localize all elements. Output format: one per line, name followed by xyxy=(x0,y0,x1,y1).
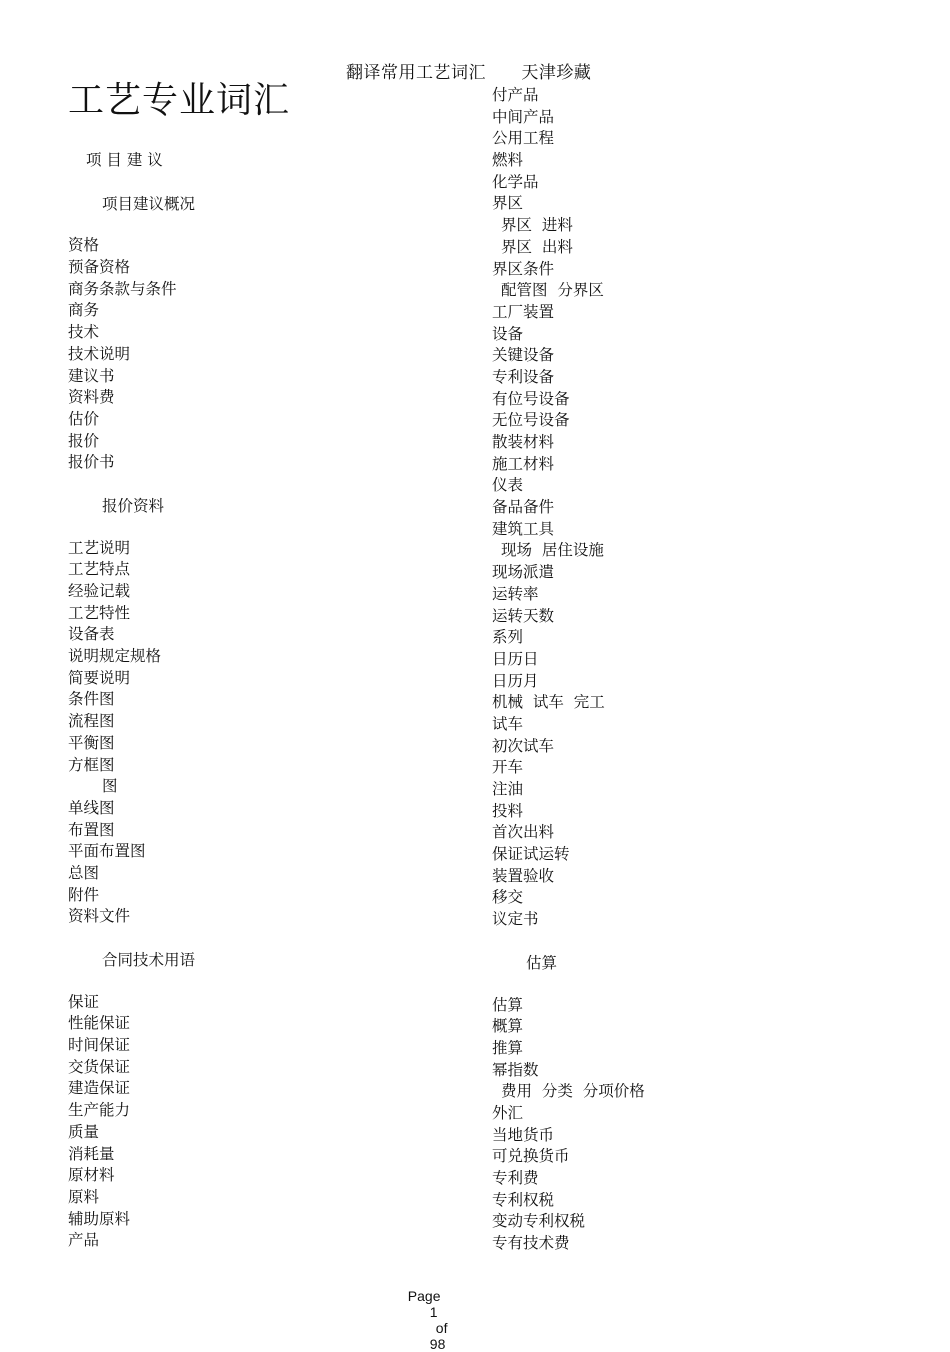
term-item: 现场 居住设施 xyxy=(501,541,604,560)
term-item: 工艺特性 xyxy=(68,603,131,622)
term-item: 仪表 xyxy=(492,476,524,495)
term-item: 有位号设备 xyxy=(492,389,570,408)
term-item: 变动专利权税 xyxy=(492,1212,586,1231)
term-item: 当地货币 xyxy=(492,1125,555,1144)
term-item: 初次试车 xyxy=(492,736,555,755)
term-item: 费用 分类 分项价格 xyxy=(501,1082,645,1101)
term-item: 附件 xyxy=(68,885,100,904)
term-item: 布置图 xyxy=(68,820,115,839)
term-item: 界区 xyxy=(492,194,524,213)
term-item: 运转天数 xyxy=(492,606,555,625)
term-item: 资格 xyxy=(68,236,100,255)
term-item: 原材料 xyxy=(68,1166,115,1185)
term-item: 估价 xyxy=(68,409,100,428)
term-item: 资料文件 xyxy=(68,907,131,926)
term-item: 关键设备 xyxy=(492,346,555,365)
term-item: 工艺特点 xyxy=(68,560,131,579)
term-item: 质量 xyxy=(68,1122,100,1141)
term-item: 备品备件 xyxy=(492,498,555,517)
term-item: 图 xyxy=(102,777,118,796)
term-item: 报价书 xyxy=(68,453,115,472)
term-item: 界区 出料 xyxy=(501,237,573,256)
term-item: 建造保证 xyxy=(68,1079,131,1098)
term-item: 专利设备 xyxy=(492,367,555,386)
term-item: 生产能力 xyxy=(68,1101,131,1120)
term-item: 推算 xyxy=(492,1038,524,1057)
term-item: 单线图 xyxy=(68,798,115,817)
term-item: 现场派遣 xyxy=(492,563,555,582)
term-item: 施工材料 xyxy=(492,454,555,473)
term-item: 工厂装置 xyxy=(492,302,555,321)
term-item: 产品 xyxy=(68,1231,100,1250)
term-item: 预备资格 xyxy=(68,258,131,277)
term-item: 公用工程 xyxy=(492,129,555,148)
term-item: 消耗量 xyxy=(68,1144,115,1163)
term-item: 试车 xyxy=(492,714,524,733)
term-item: 方框图 xyxy=(68,755,115,774)
term-item: 流程图 xyxy=(68,712,115,731)
term-item: 无位号设备 xyxy=(492,411,570,430)
term-item: 投料 xyxy=(492,801,524,820)
of-label: of xyxy=(435,1320,448,1336)
term-item: 设备 xyxy=(492,324,524,343)
term-item: 原料 xyxy=(68,1187,100,1206)
page-number: 1 xyxy=(429,1304,438,1320)
term-item: 保证 xyxy=(68,992,100,1011)
term-item: 经验记载 xyxy=(68,582,131,600)
section-heading: 报价资料 xyxy=(102,496,165,515)
term-item: 装置验收 xyxy=(492,866,555,885)
term-item: 注油 xyxy=(492,780,524,798)
term-item: 幂指数 xyxy=(492,1060,539,1079)
term-item: 专利费 xyxy=(492,1169,539,1187)
document-title: 工艺专业词汇 xyxy=(68,80,291,121)
term-item: 建筑工具 xyxy=(492,519,555,538)
section-heading: 项目建议概况 xyxy=(102,194,196,213)
term-item: 日历日 xyxy=(492,649,539,668)
term-item: 说明规定规格 xyxy=(68,647,162,666)
term-item: 散装材料 xyxy=(492,433,555,451)
term-item: 开车 xyxy=(492,758,524,777)
section-heading: 合同技术用语 xyxy=(102,951,196,969)
term-item: 辅助原料 xyxy=(68,1209,131,1228)
term-item: 付产品 xyxy=(492,86,539,104)
term-item: 总图 xyxy=(68,863,100,882)
right-term-column xyxy=(492,85,912,1255)
term-item: 配管图 分界区 xyxy=(501,281,604,300)
term-item: 建议书 xyxy=(68,366,115,385)
document-header: 翻译常用工艺词汇 天津珍藏 xyxy=(346,63,592,83)
term-item: 概算 xyxy=(492,1017,524,1036)
term-item: 设备表 xyxy=(68,625,115,644)
term-item: 移交 xyxy=(492,888,524,907)
term-item: 平面布置图 xyxy=(68,842,146,861)
term-item: 商务 xyxy=(68,301,100,320)
term-item: 商务条款与条件 xyxy=(68,279,177,298)
term-item: 条件图 xyxy=(68,690,115,709)
term-item: 化学品 xyxy=(492,172,539,191)
section-heading: 项 目 建 议 xyxy=(86,151,163,169)
term-item: 平衡图 xyxy=(68,733,115,752)
page-footer xyxy=(400,1272,447,1352)
section-heading: 估算 xyxy=(526,953,558,972)
page-label: Page xyxy=(407,1288,441,1304)
term-item: 燃料 xyxy=(492,151,524,170)
term-item: 运转率 xyxy=(492,584,539,603)
term-item: 界区条件 xyxy=(492,259,555,278)
term-item: 估算 xyxy=(492,995,524,1014)
term-item: 日历月 xyxy=(492,671,539,690)
term-item: 系列 xyxy=(492,628,524,647)
term-item: 保证试运转 xyxy=(492,845,570,864)
term-item: 议定书 xyxy=(492,910,539,929)
term-item: 中间产品 xyxy=(492,107,555,126)
term-item: 简要说明 xyxy=(68,668,131,687)
left-term-column xyxy=(68,150,448,1252)
term-item: 专有技术费 xyxy=(492,1234,570,1253)
term-item: 机械 试车 完工 xyxy=(492,693,605,712)
term-item: 时间保证 xyxy=(68,1036,131,1055)
term-item: 资料费 xyxy=(68,388,115,407)
term-item: 性能保证 xyxy=(68,1014,131,1033)
term-item: 首次出料 xyxy=(492,823,555,842)
term-item: 报价 xyxy=(68,431,100,450)
term-item: 界区 进料 xyxy=(501,216,573,235)
term-item: 交货保证 xyxy=(68,1057,131,1076)
term-item: 技术说明 xyxy=(68,344,131,363)
term-item: 工艺说明 xyxy=(68,538,131,557)
term-item: 技术 xyxy=(68,323,100,342)
total-pages: 98 xyxy=(429,1336,446,1352)
term-item: 外汇 xyxy=(492,1103,524,1122)
term-item: 可兑换货币 xyxy=(492,1147,570,1166)
term-item: 专利权税 xyxy=(492,1190,555,1209)
